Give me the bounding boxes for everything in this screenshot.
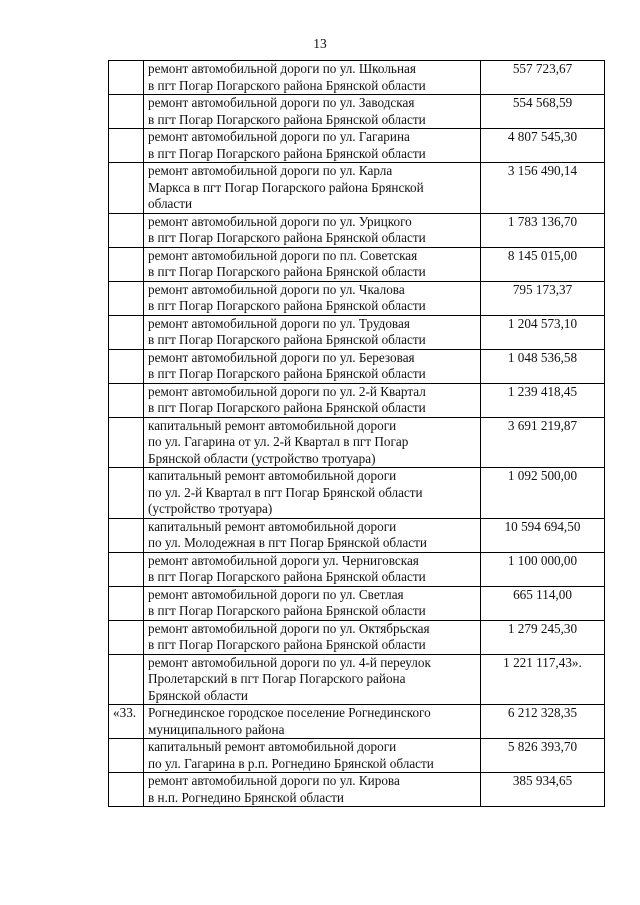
item-name-cell: [144, 654, 481, 705]
amount-cell: 1 783 136,70: [481, 213, 605, 247]
table-row: [109, 739, 605, 773]
item-name-line: в пгт Погар Погарского района Брянской области: [148, 400, 426, 415]
amount-cell: 1 100 000,00: [481, 552, 605, 586]
item-name-line: Пролетарский в пгт Погар Погарского района: [148, 671, 406, 686]
table-row: [109, 281, 605, 315]
table-row: [109, 247, 605, 281]
item-name-cell: [144, 739, 481, 773]
amount-cell: 1 048 536,58: [481, 349, 605, 383]
table-row: [109, 95, 605, 129]
item-name-line: в пгт Погар Погарского района Брянской области: [148, 264, 426, 279]
budget-table-body: [109, 61, 605, 807]
amount-cell: 6 212 328,35: [481, 705, 605, 739]
item-name-cell: [144, 552, 481, 586]
table-row: [109, 620, 605, 654]
amount-cell: 10 594 694,50: [481, 518, 605, 552]
item-name-cell: [144, 213, 481, 247]
row-number-cell: [109, 163, 144, 214]
item-name-cell: [144, 620, 481, 654]
amount-cell: 8 145 015,00: [481, 247, 605, 281]
row-number-cell: [109, 61, 144, 95]
item-name-line: в пгт Погар Погарского района Брянской области: [148, 298, 426, 313]
row-number-cell: [109, 739, 144, 773]
row-number-cell: [109, 247, 144, 281]
item-name-cell: [144, 773, 481, 807]
item-name-cell: [144, 247, 481, 281]
amount-cell: 4 807 545,30: [481, 129, 605, 163]
item-name-line: капитальный ремонт автомобильной дороги: [148, 468, 397, 483]
table-row: [109, 654, 605, 705]
item-name-cell: [144, 586, 481, 620]
amount-cell: 3 156 490,14: [481, 163, 605, 214]
table-row: [109, 468, 605, 519]
table-row: [109, 163, 605, 214]
item-name-line: в пгт Погар Погарского района Брянской области: [148, 637, 426, 652]
item-name-cell: [144, 129, 481, 163]
row-number-cell: [109, 349, 144, 383]
table-row: [109, 129, 605, 163]
row-number-cell: [109, 620, 144, 654]
item-name-cell: [144, 95, 481, 129]
amount-cell: 1 279 245,30: [481, 620, 605, 654]
item-name-line: по ул. Гагарина от ул. 2-й Квартал в пгт Погар: [148, 434, 409, 449]
row-number-cell: [109, 213, 144, 247]
row-number-cell: [109, 586, 144, 620]
item-name-line: по ул. 2-й Квартал в пгт Погар Брянской области: [148, 484, 423, 500]
amount-cell: 1 221 117,43».: [481, 654, 605, 705]
item-name-line: Брянской области (устройство тротуара): [148, 450, 376, 466]
item-name-line: ремонт автомобильной дороги по ул. Школьная: [148, 61, 416, 76]
item-name-line: ремонт автомобильной дороги по ул. Светлая: [148, 586, 404, 602]
row-number-cell: [109, 315, 144, 349]
item-name-line: капитальный ремонт автомобильной дороги: [148, 739, 397, 754]
item-name-line: в пгт Погар Погарского района Брянской области: [148, 366, 426, 381]
item-name-line: в пгт Погар Погарского района Брянской области: [148, 569, 426, 584]
table-row: [109, 383, 605, 417]
item-name-line: ремонт автомобильной дороги по ул. 2-й Квартал: [148, 383, 426, 399]
item-name-line: в н.п. Рогнедино Брянской области: [148, 789, 344, 805]
amount-cell: 1 204 573,10: [481, 315, 605, 349]
budget-table: [108, 60, 605, 807]
item-name-line: ремонт автомобильной дороги по ул. Березовая: [148, 349, 415, 365]
row-number-cell: [109, 383, 144, 417]
row-number-cell: [109, 281, 144, 315]
amount-cell: 665 114,00: [481, 586, 605, 620]
row-number-cell: [109, 129, 144, 163]
item-name-line: муниципального района: [148, 721, 285, 737]
table-row: [109, 552, 605, 586]
item-name-line: в пгт Погар Погарского района Брянской области: [148, 332, 426, 347]
amount-cell: 3 691 219,87: [481, 417, 605, 468]
item-name-line: Маркса в пгт Погар Погарского района Брянской: [148, 179, 424, 195]
table-row: [109, 705, 605, 739]
row-number-cell: [109, 773, 144, 807]
item-name-line: ремонт автомобильной дороги ул. Черниговская: [148, 552, 419, 568]
item-name-line: ремонт автомобильной дороги по ул. Трудовая: [148, 315, 410, 331]
row-number-cell: [109, 417, 144, 468]
amount-cell: 385 934,65: [481, 773, 605, 807]
item-name-line: ремонт автомобильной дороги по ул. 4-й переулок: [148, 654, 431, 670]
amount-cell: 5 826 393,70: [481, 739, 605, 773]
table-row: [109, 773, 605, 807]
row-number-cell: [109, 552, 144, 586]
item-name-cell: [144, 383, 481, 417]
item-name-cell: [144, 518, 481, 552]
table-row: [109, 518, 605, 552]
item-name-line: области: [148, 196, 193, 211]
item-name-cell: [144, 163, 481, 214]
item-name-line: капитальный ремонт автомобильной дороги: [148, 518, 397, 534]
row-number-cell: «33.: [109, 705, 144, 739]
table-row: [109, 61, 605, 95]
item-name-line: в пгт Погар Погарского района Брянской области: [148, 145, 426, 161]
table-row: [109, 213, 605, 247]
table-row: [109, 349, 605, 383]
item-name-line: ремонт автомобильной дороги по ул. Карла: [148, 163, 393, 178]
page-number: 13: [313, 36, 327, 51]
item-name-cell: [144, 281, 481, 315]
item-name-line: ремонт автомобильной дороги по пл. Советская: [148, 247, 418, 263]
amount-cell: 795 173,37: [481, 281, 605, 315]
item-name-cell: [144, 705, 481, 739]
amount-cell: 557 723,67: [481, 61, 605, 95]
row-number-cell: [109, 518, 144, 552]
item-name-line: ремонт автомобильной дороги по ул. Гагарина: [148, 129, 410, 144]
item-name-line: в пгт Погар Погарского района Брянской области: [148, 603, 426, 618]
item-name-line: капитальный ремонт автомобильной дороги: [148, 417, 397, 433]
item-name-line: ремонт автомобильной дороги по ул. Чкалова: [148, 281, 405, 297]
item-name-line: ремонт автомобильной дороги по ул. Октябрьская: [148, 620, 430, 636]
item-name-line: в пгт Погар Погарского района Брянской области: [148, 230, 426, 245]
table-row: [109, 417, 605, 468]
table-row: [109, 315, 605, 349]
item-name-line: Рогнединское городское поселение Рогнединского: [148, 705, 431, 720]
row-number-cell: [109, 654, 144, 705]
item-name-line: по ул. Гагарина в р.п. Рогнедино Брянской области: [148, 755, 434, 771]
item-name-line: ремонт автомобильной дороги по ул. Кирова: [148, 773, 400, 788]
amount-cell: 1 239 418,45: [481, 383, 605, 417]
item-name-line: в пгт Погар Погарского района Брянской области: [148, 77, 426, 93]
item-name-cell: [144, 468, 481, 519]
item-name-line: (устройство тротуара): [148, 501, 273, 516]
item-name-line: ремонт автомобильной дороги по ул. Урицкого: [148, 213, 412, 229]
amount-cell: 1 092 500,00: [481, 468, 605, 519]
item-name-line: в пгт Погар Погарского района Брянской области: [148, 111, 426, 127]
item-name-line: по ул. Молодежная в пгт Погар Брянской области: [148, 535, 427, 550]
item-name-cell: [144, 315, 481, 349]
row-number-cell: [109, 468, 144, 519]
item-name-line: Брянской области: [148, 687, 248, 703]
item-name-line: ремонт автомобильной дороги по ул. Заводская: [148, 95, 415, 110]
item-name-cell: [144, 417, 481, 468]
amount-cell: 554 568,59: [481, 95, 605, 129]
table-row: [109, 586, 605, 620]
row-number-cell: [109, 95, 144, 129]
item-name-cell: [144, 349, 481, 383]
item-name-cell: [144, 61, 481, 95]
